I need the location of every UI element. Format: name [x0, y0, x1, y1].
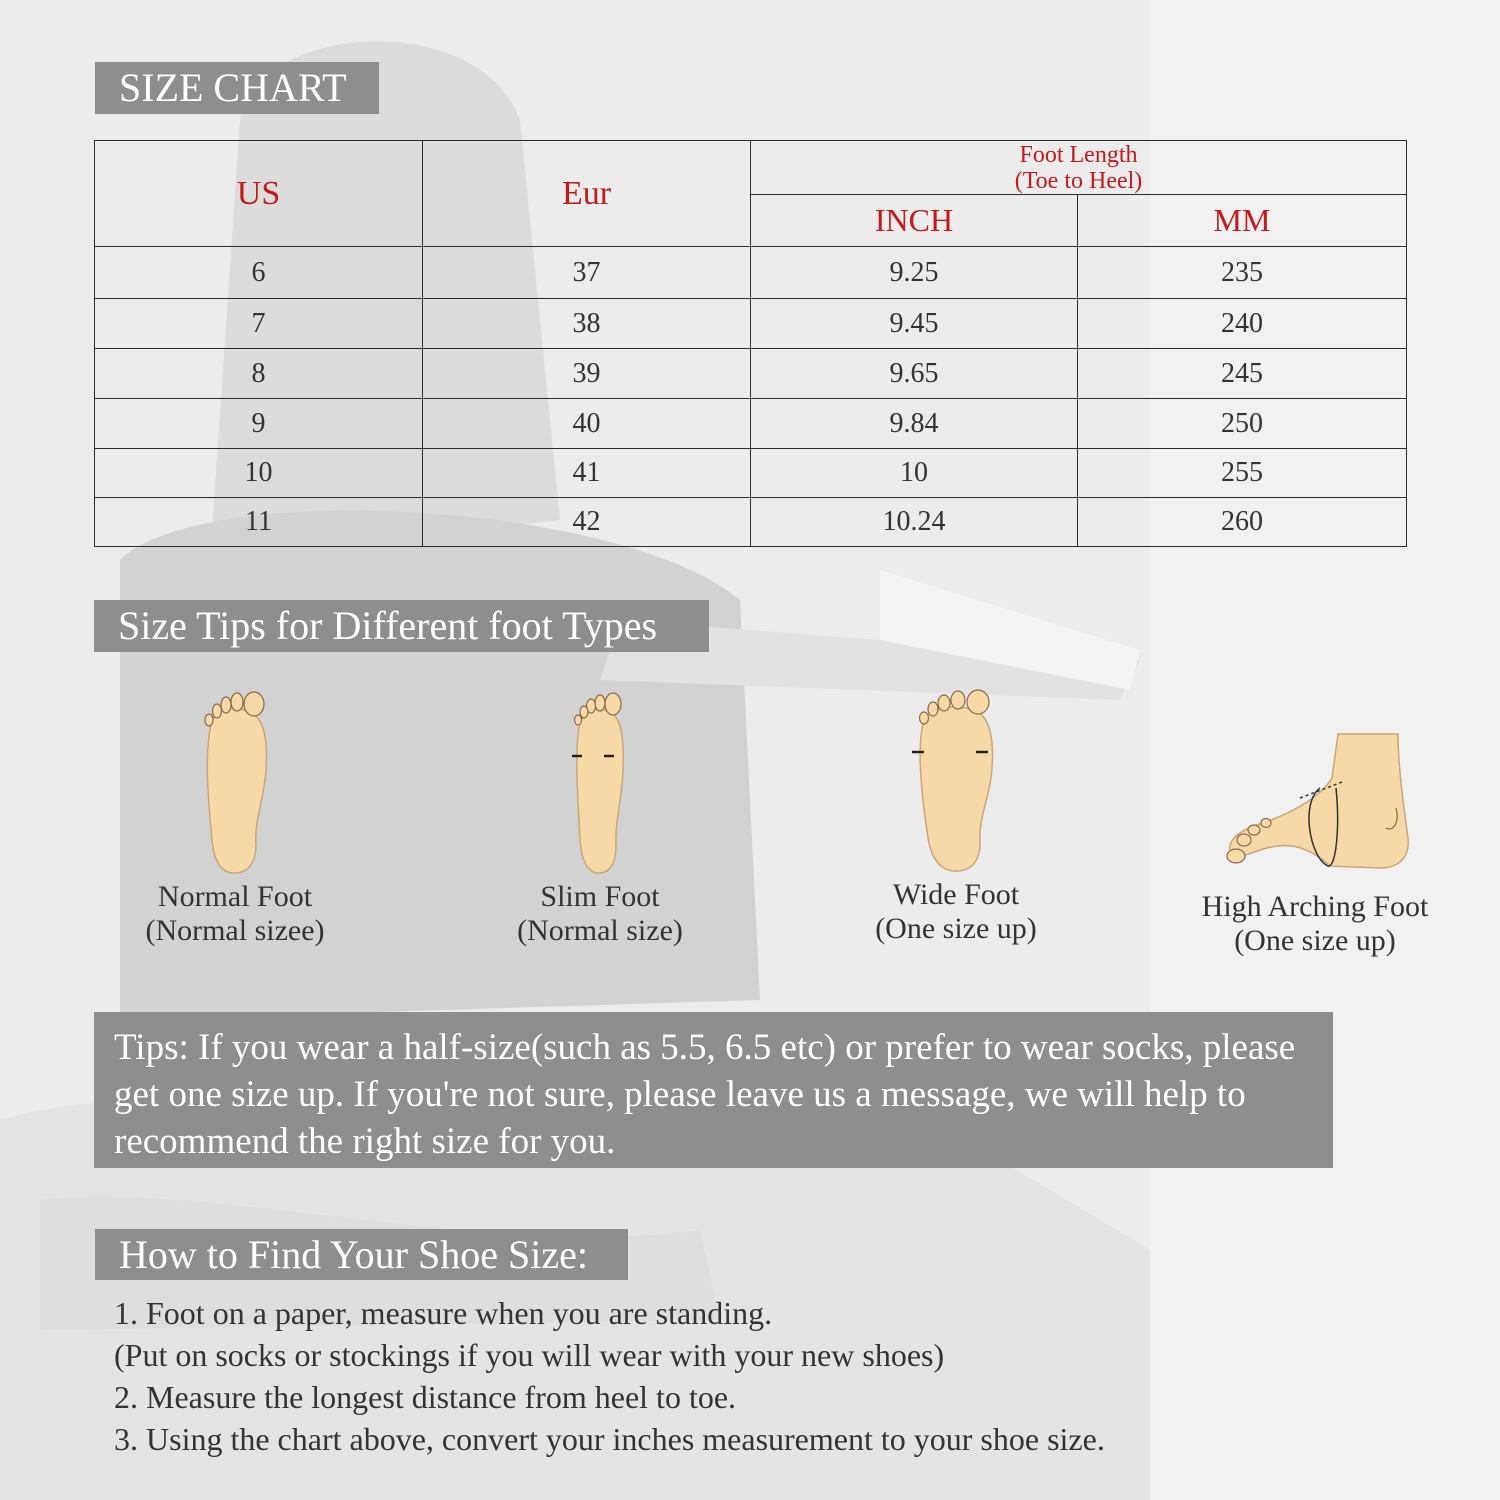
- how-to-title: How to Find Your Shoe Size:: [95, 1229, 628, 1280]
- us-size-cell: 7: [95, 299, 423, 349]
- foot-types-title: Size Tips for Different foot Types: [94, 600, 709, 652]
- inch-cell: 9.25: [751, 247, 1078, 299]
- table-row: [95, 349, 1407, 399]
- foot-type-advice: (One size up): [875, 912, 1037, 945]
- foot-type-name: Wide Foot: [892, 878, 1020, 911]
- tips-line: Tips: If you wear a half-size(such as 5.5, 6.5 etc) or prefer to wear socks, please: [114, 1027, 1296, 1068]
- normal-foot-icon: [190, 690, 280, 880]
- us-size-cell: 11: [95, 498, 423, 547]
- eur-size-cell: 37: [423, 247, 751, 299]
- us-size-cell: 9: [95, 399, 423, 449]
- inch-cell: 10: [751, 449, 1078, 498]
- how-to-steps: [114, 1292, 1105, 1460]
- mm-cell: 250: [1078, 399, 1407, 449]
- how-to-step: 3. Using the chart above, convert your inches measurement to your shoe size.: [114, 1421, 1105, 1457]
- size-tips-box: [94, 1012, 1333, 1168]
- how-to-step: (Put on socks or stockings if you will wear with your new shoes): [114, 1337, 945, 1373]
- us-size-cell: 8: [95, 349, 423, 399]
- high-arch-foot-icon: [1220, 728, 1410, 878]
- toe-to-heel-label: (Toe to Heel): [1014, 167, 1143, 194]
- mm-cell: 240: [1078, 299, 1407, 349]
- inch-cell: 10.24: [751, 498, 1078, 547]
- mm-cell: 260: [1078, 498, 1407, 547]
- size-chart-title: SIZE CHART: [95, 62, 379, 114]
- table-row: [95, 247, 1407, 299]
- foot-length-label: Foot Length: [1019, 141, 1138, 168]
- mm-cell: 245: [1078, 349, 1407, 399]
- eur-size-cell: 42: [423, 498, 751, 547]
- tips-line: recommend the right size for you.: [114, 1121, 616, 1162]
- inch-cell: 9.45: [751, 299, 1078, 349]
- table-row: [95, 449, 1407, 498]
- eur-size-cell: 39: [423, 349, 751, 399]
- foot-type-name: Slim Foot: [540, 880, 660, 913]
- eur-column-header: Eur: [423, 141, 751, 247]
- how-to-step: 1. Foot on a paper, measure when you are standing.: [114, 1295, 773, 1331]
- foot-type-high-arch: [1165, 728, 1465, 958]
- inch-column-header: INCH: [751, 195, 1078, 247]
- foot-length-header: [751, 141, 1407, 195]
- slim-foot-icon: [560, 690, 640, 880]
- mm-column-header: MM: [1078, 195, 1407, 247]
- us-size-cell: 10: [95, 449, 423, 498]
- foot-type-slim: [450, 690, 750, 948]
- us-column-header: US: [95, 141, 423, 247]
- foot-type-name: Normal Foot: [157, 880, 313, 913]
- foot-type-name: High Arching Foot: [1201, 890, 1429, 923]
- foot-type-advice: (Normal size): [517, 914, 683, 947]
- size-chart-table: [94, 140, 1407, 547]
- mm-cell: 255: [1078, 449, 1407, 498]
- wide-foot-icon: [906, 688, 1006, 878]
- table-row: [95, 399, 1407, 449]
- inch-cell: 9.65: [751, 349, 1078, 399]
- foot-type-advice: (One size up): [1234, 924, 1396, 957]
- inch-cell: 9.84: [751, 399, 1078, 449]
- us-size-cell: 6: [95, 247, 423, 299]
- how-to-step: 2. Measure the longest distance from heel to toe.: [114, 1379, 737, 1415]
- foot-type-normal: [85, 690, 385, 948]
- table-row: [95, 299, 1407, 349]
- eur-size-cell: 40: [423, 399, 751, 449]
- mm-cell: 235: [1078, 247, 1407, 299]
- eur-size-cell: 41: [423, 449, 751, 498]
- tips-line: get one size up. If you're not sure, please leave us a message, we will help to: [114, 1074, 1246, 1115]
- eur-size-cell: 38: [423, 299, 751, 349]
- table-header-row: [95, 141, 1407, 195]
- foot-type-wide: [806, 688, 1106, 946]
- table-row: [95, 498, 1407, 547]
- foot-type-advice: (Normal sizee): [145, 914, 325, 947]
